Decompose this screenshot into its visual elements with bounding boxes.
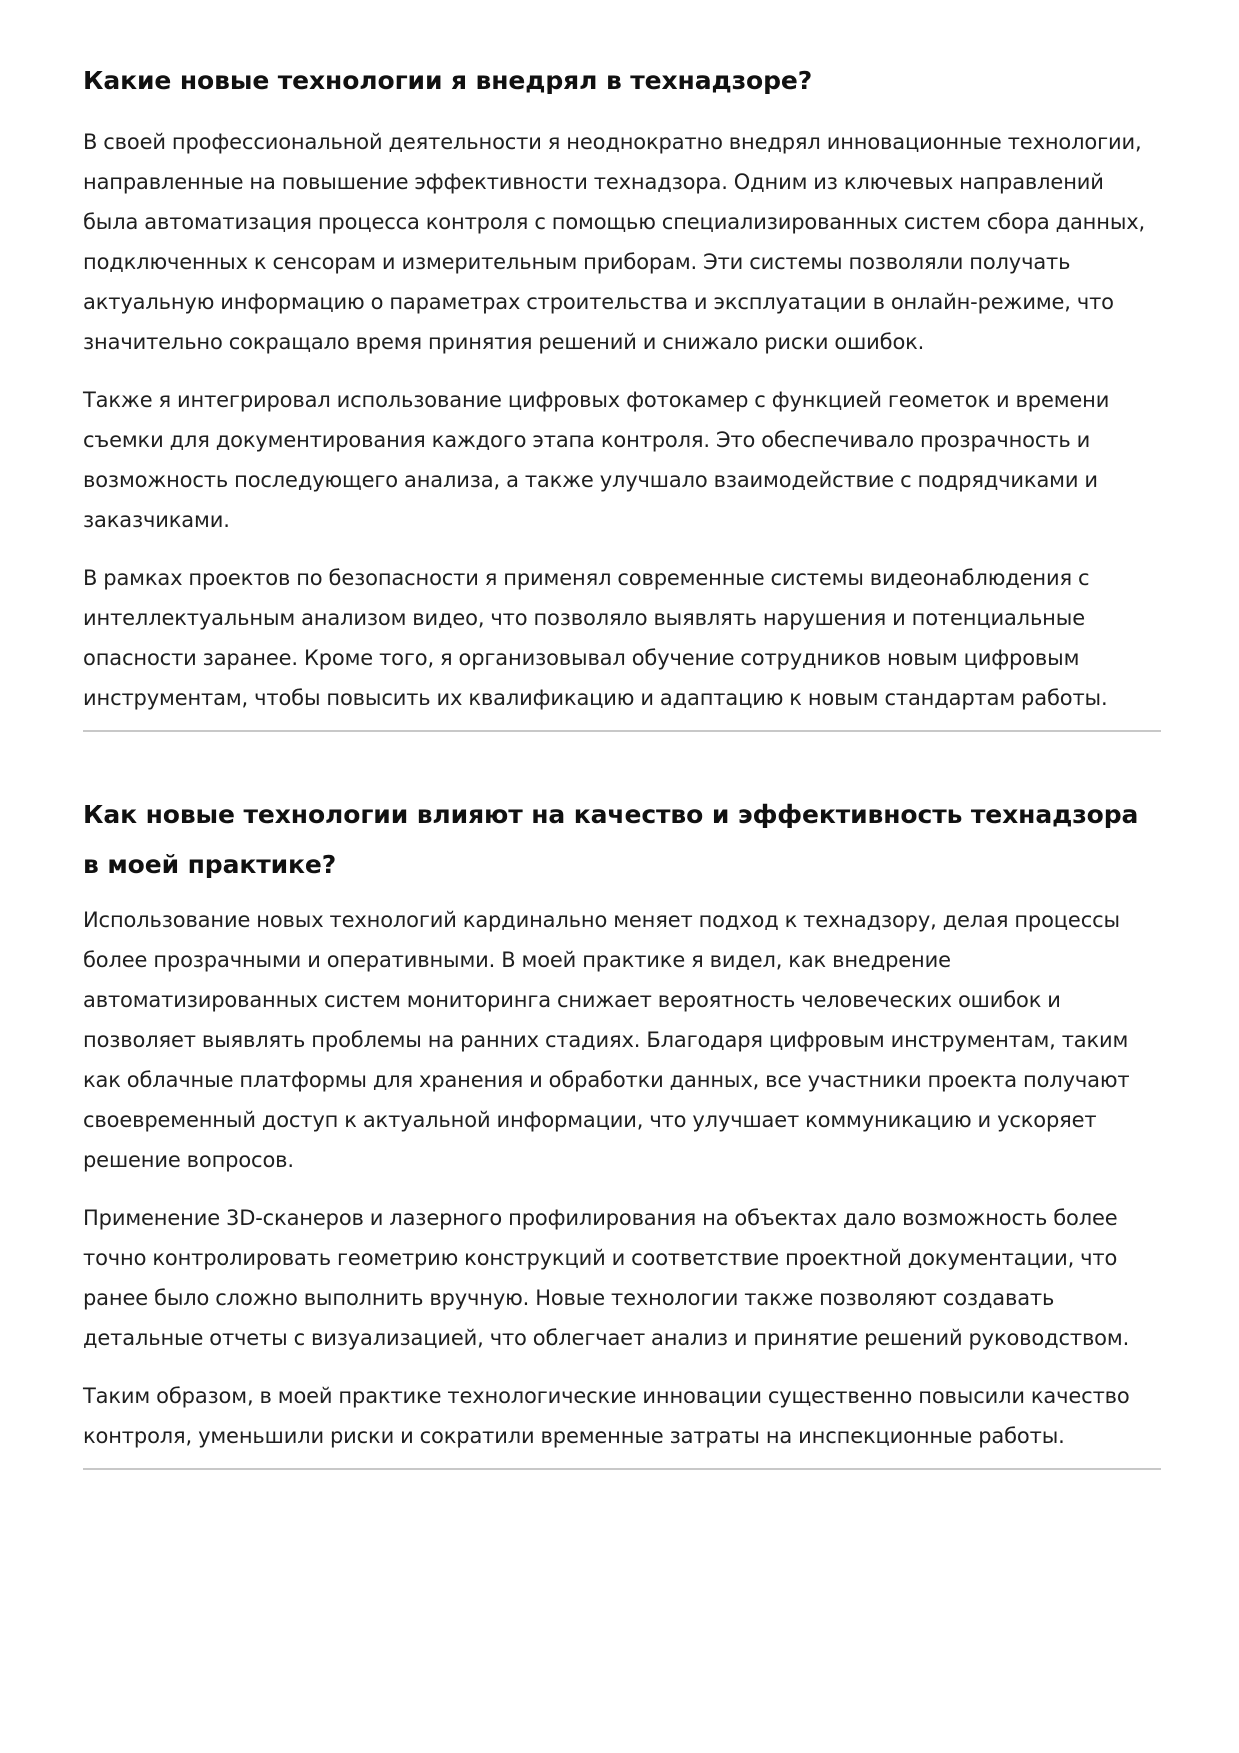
section-technologies-introduced [83,0,1161,732]
section-technology-impact [83,790,1161,1470]
paragraph: Использование новых технологий кардинально меняет подход к технадзору, делая процессы более прозрачными и оперативными. В моей практике я видел, как внедрение автоматизированных систем мониторинга снижает вероятность человеческих ошибок и позволяет выявлять проблемы на ранних стадиях. Благодаря цифровым инструментам, таким как облачные платформы для хранения и обработки данных, все участники проекта получают своевременный доступ к актуальной информации, что улучшает коммуникацию и ускоряет решение вопросов. [83,908,1130,1172]
section-heading: Какие новые технологии я внедрял в технадзоре? [83,66,813,95]
paragraph: В рамках проектов по безопасности я применял современные системы видеонаблюдения с интеллектуальным анализом видео, что позволяло выявлять нарушения и потенциальные опасности заранее. Кроме того, я организовывал обучение сотрудников новым цифровым инструментам, чтобы повысить их квалификацию и адаптацию к новым стандартам работы. [83,566,1108,710]
paragraph: Таким образом, в моей практике технологические инновации существенно повысили качество контроля, уменьшили риски и сократили временные затраты на инспекционные работы. [83,1384,1130,1448]
section-divider [83,730,1161,732]
section-divider [83,1468,1161,1470]
paragraph: В своей профессиональной деятельности я неоднократно внедрял инновационные технологии, направленные на повышение эффективности технадзора. Одним из ключевых направлений была автоматизация процесса контроля с помощью специализированных систем сбора данных, подключенных к сенсорам и измерительным приборам. Эти системы позволяли получать актуальную информацию о параметрах строительства и эксплуатации в онлайн-режиме, что значительно сокращало время принятия решений и снижало риски ошибок. [83,130,1146,354]
section-heading: Как новые технологии влияют на качество и эффективность технадзора в моей практике? [83,800,1139,879]
paragraph: Применение 3D-сканеров и лазерного профилирования на объектах дало возможность более точно контролировать геометрию конструкций и соответствие проектной документации, что ранее было сложно выполнить вручную. Новые технологии также позволяют создавать детальные отчеты с визуализацией, что облегчает анализ и принятие решений руководством. [83,1206,1130,1350]
paragraph: Также я интегрировал использование цифровых фотокамер с функцией геометок и времени съемки для документирования каждого этапа контроля. Это обеспечивало прозрачность и возможность последующего анализа, а также улучшало взаимодействие с подрядчиками и заказчиками. [83,388,1110,532]
document-page [83,0,1161,1470]
